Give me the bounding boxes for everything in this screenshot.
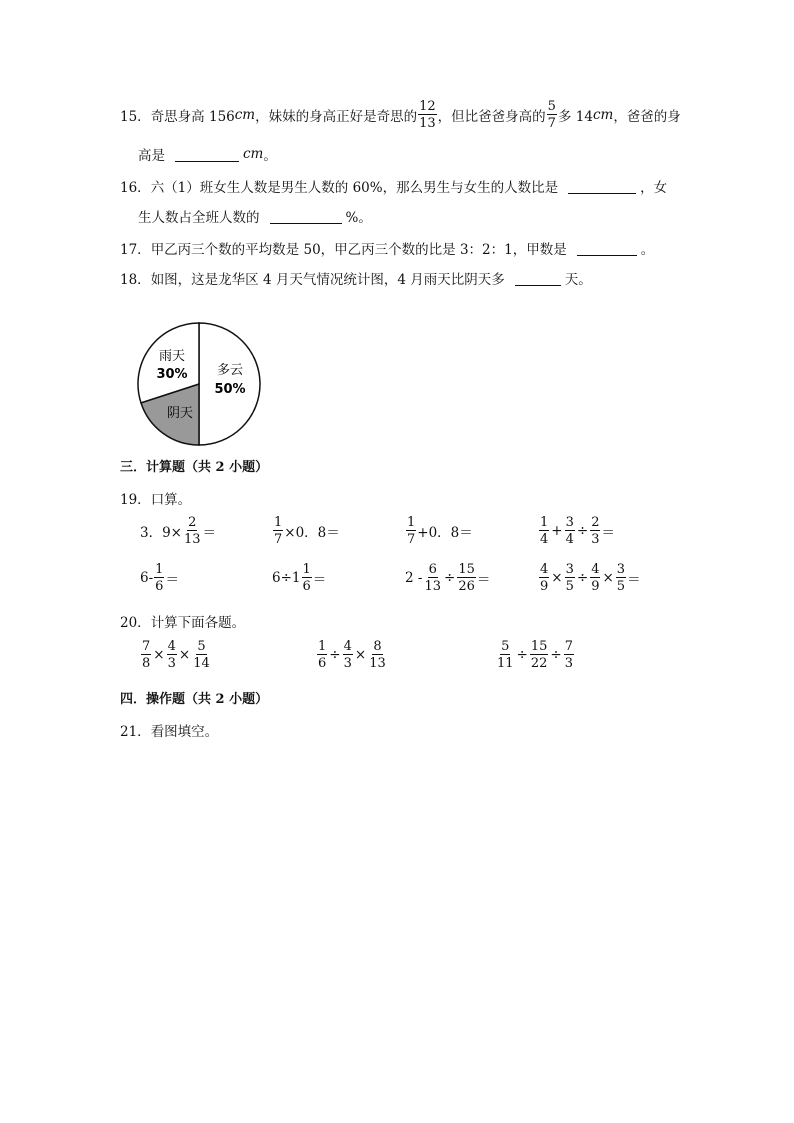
expr-text: 6- bbox=[140, 570, 154, 586]
q20-title-text: 计算下面各题。 bbox=[150, 615, 246, 631]
fraction bbox=[183, 516, 202, 546]
denominator: 13 bbox=[424, 579, 441, 594]
numerator: 8 bbox=[373, 639, 382, 654]
question-16-cont bbox=[138, 206, 372, 226]
expr-text: 6÷1 bbox=[272, 570, 301, 586]
section-3-heading: 三．计算题（共 2 小题） bbox=[120, 460, 269, 475]
question-number: 19． bbox=[120, 492, 151, 508]
fraction bbox=[343, 640, 353, 670]
fraction bbox=[368, 640, 387, 670]
numerator: 1 bbox=[155, 562, 164, 577]
equals: ＝ bbox=[326, 525, 340, 541]
answer-blank[interactable] bbox=[515, 271, 561, 286]
operator: × bbox=[153, 647, 165, 663]
denominator: 5 bbox=[616, 579, 626, 594]
fraction bbox=[192, 640, 211, 670]
unit-cm: cm bbox=[592, 107, 614, 123]
denominator: 9 bbox=[591, 579, 600, 594]
numerator: 1 bbox=[274, 515, 283, 530]
calc-19-4 bbox=[538, 516, 615, 546]
numerator: 12 bbox=[419, 99, 436, 114]
operator: × bbox=[354, 647, 367, 663]
answer-blank[interactable] bbox=[175, 147, 239, 162]
numerator: 6 bbox=[428, 562, 437, 577]
fraction bbox=[167, 640, 177, 670]
operator: × bbox=[551, 570, 563, 586]
equals: ＝ bbox=[627, 572, 641, 588]
denominator: 26 bbox=[458, 579, 475, 594]
denominator: 6 bbox=[155, 579, 164, 594]
numerator: 3 bbox=[565, 562, 574, 577]
numerator: 2 bbox=[188, 515, 197, 530]
unit-cm: cm bbox=[234, 107, 256, 123]
question-number: 18． bbox=[120, 272, 151, 288]
section-4-heading: 四．操作题（共 2 小题） bbox=[120, 692, 269, 707]
numerator: 3 bbox=[616, 562, 626, 577]
denominator: 9 bbox=[540, 579, 549, 594]
slice-label-overcast: 阴天 bbox=[166, 406, 194, 421]
calc-20-2 bbox=[316, 640, 388, 670]
calc-19-6 bbox=[272, 563, 326, 593]
denominator: 13 bbox=[419, 116, 436, 131]
numerator: 4 bbox=[343, 639, 352, 654]
equals: ＝ bbox=[202, 525, 217, 541]
denominator: 3 bbox=[564, 656, 573, 671]
expr-text: ×0．8 bbox=[284, 525, 327, 541]
unit-cm: cm bbox=[243, 146, 264, 162]
fraction bbox=[565, 563, 575, 593]
fraction bbox=[616, 563, 626, 593]
numerator: 7 bbox=[142, 639, 151, 654]
slice-value-cloudy: 50% bbox=[214, 382, 246, 397]
slice-label-rain: 雨天 bbox=[158, 349, 186, 364]
fraction bbox=[302, 563, 312, 593]
question-18 bbox=[120, 268, 592, 288]
question-number: 17． bbox=[120, 242, 151, 258]
question-number: 21． bbox=[120, 724, 151, 740]
fraction bbox=[406, 516, 416, 546]
question-21-title bbox=[120, 720, 218, 740]
equals: ＝ bbox=[601, 525, 615, 541]
question-number: 16． bbox=[120, 180, 151, 196]
q16-text: 生人数占全班人数的 bbox=[138, 210, 260, 226]
q19-title-text: 口算。 bbox=[150, 492, 192, 508]
denominator: 13 bbox=[369, 656, 386, 671]
question-number: 15． bbox=[120, 109, 151, 125]
numerator: 2 bbox=[591, 515, 600, 530]
fraction bbox=[273, 516, 283, 546]
fraction bbox=[539, 516, 549, 546]
denominator: 7 bbox=[274, 532, 283, 547]
slice-label-cloudy: 多云 bbox=[216, 363, 244, 378]
q18-text: 天。 bbox=[564, 272, 592, 288]
numerator: 4 bbox=[167, 639, 176, 654]
equals: ＝ bbox=[165, 572, 179, 588]
denominator: 6 bbox=[302, 579, 311, 594]
calc-19-5 bbox=[140, 563, 179, 593]
q15-text: 。 bbox=[263, 148, 277, 164]
denominator: 14 bbox=[193, 656, 210, 671]
fraction bbox=[154, 563, 164, 593]
calc-20-3 bbox=[495, 640, 575, 670]
numerator: 3 bbox=[565, 515, 574, 530]
expr-text: 3．9× bbox=[140, 525, 182, 541]
fraction bbox=[590, 516, 600, 546]
q16-text: ，女 bbox=[640, 180, 668, 196]
operator: + bbox=[551, 523, 563, 539]
equals: ＝ bbox=[459, 525, 473, 541]
slice-value-rain: 30% bbox=[156, 367, 188, 382]
question-number: 20． bbox=[120, 615, 151, 631]
numerator: 4 bbox=[540, 562, 549, 577]
numerator: 1 bbox=[302, 562, 311, 577]
operator: ÷ bbox=[550, 647, 562, 663]
q15-text: 高是 bbox=[138, 148, 165, 164]
denominator: 13 bbox=[184, 532, 201, 547]
fraction-5-7 bbox=[547, 100, 557, 130]
calc-19-7 bbox=[405, 563, 490, 593]
question-15 bbox=[120, 100, 681, 130]
numerator: 1 bbox=[318, 639, 327, 654]
denominator: 11 bbox=[497, 656, 514, 671]
denominator: 7 bbox=[547, 116, 556, 131]
q16-text: %。 bbox=[345, 210, 372, 226]
operator: ÷ bbox=[444, 570, 456, 586]
q15-text: ，妹妹的身高正好是奇思的 bbox=[255, 109, 418, 125]
numerator: 4 bbox=[591, 562, 600, 577]
numerator: 1 bbox=[407, 515, 416, 530]
question-16 bbox=[120, 176, 667, 196]
operator: × bbox=[602, 570, 614, 586]
numerator: 5 bbox=[547, 99, 556, 114]
q21-title-text: 看图填空。 bbox=[150, 724, 219, 740]
q18-text: 如图，这是龙华区 4 月天气情况统计图，4 月雨天比阴天多 bbox=[150, 272, 505, 288]
q17-text: 甲乙丙三个数的平均数是 50，甲乙丙三个数的比是 3：2：1，甲数是 bbox=[150, 242, 567, 258]
calc-19-3 bbox=[405, 516, 473, 546]
operator: ÷ bbox=[576, 570, 589, 586]
operator: ÷ bbox=[516, 647, 528, 663]
question-19-title bbox=[120, 488, 191, 508]
calc-19-8 bbox=[538, 563, 641, 593]
numerator: 15 bbox=[530, 639, 548, 654]
denominator: 5 bbox=[565, 579, 574, 594]
denominator: 8 bbox=[142, 656, 151, 671]
calc-19-1 bbox=[140, 516, 216, 546]
calc-20-1 bbox=[140, 640, 212, 670]
question-20-title bbox=[120, 611, 245, 631]
question-17 bbox=[120, 238, 654, 258]
numerator: 5 bbox=[197, 639, 206, 654]
equals: ＝ bbox=[476, 572, 491, 588]
fraction bbox=[141, 640, 151, 670]
answer-blank[interactable] bbox=[568, 179, 636, 194]
operator: ÷ bbox=[576, 523, 589, 539]
weather-pie-chart bbox=[134, 320, 264, 450]
q15-text: 多 14 bbox=[557, 109, 593, 125]
fraction bbox=[423, 563, 442, 593]
operator: × bbox=[178, 647, 191, 663]
operator: ÷ bbox=[329, 647, 341, 663]
fraction bbox=[564, 640, 574, 670]
denominator: 22 bbox=[530, 656, 548, 671]
expr-text: +0．8 bbox=[417, 525, 460, 541]
q15-text: ，爸爸的身 bbox=[613, 109, 681, 125]
equals: ＝ bbox=[312, 572, 327, 588]
denominator: 6 bbox=[318, 656, 327, 671]
denominator: 3 bbox=[591, 532, 600, 547]
answer-blank[interactable] bbox=[270, 209, 342, 224]
numerator: 7 bbox=[564, 639, 573, 654]
fraction bbox=[496, 640, 515, 670]
fraction bbox=[539, 563, 549, 593]
denominator: 4 bbox=[565, 532, 574, 547]
fraction-12-13 bbox=[418, 100, 437, 130]
denominator: 7 bbox=[407, 532, 416, 547]
q17-text: 。 bbox=[640, 242, 655, 258]
q15-text: 奇思身高 156 bbox=[150, 109, 235, 125]
fraction bbox=[317, 640, 327, 670]
numerator: 15 bbox=[458, 562, 475, 577]
fraction bbox=[457, 563, 476, 593]
denominator: 4 bbox=[540, 532, 549, 547]
q16-text: 六（1）班女生人数是男生人数的 60%，那么男生与女生的人数比是 bbox=[150, 180, 559, 196]
fraction bbox=[565, 516, 575, 546]
denominator: 3 bbox=[167, 656, 176, 671]
fraction bbox=[590, 563, 600, 593]
answer-blank[interactable] bbox=[577, 241, 637, 256]
question-15-cont bbox=[138, 144, 277, 164]
q15-text: ，但比爸爸身高的 bbox=[437, 109, 546, 125]
numerator: 1 bbox=[540, 515, 549, 530]
calc-19-2 bbox=[272, 516, 340, 546]
expr-text: 2 - bbox=[405, 570, 423, 586]
denominator: 3 bbox=[343, 656, 352, 671]
fraction bbox=[530, 640, 549, 670]
numerator: 5 bbox=[501, 639, 510, 654]
